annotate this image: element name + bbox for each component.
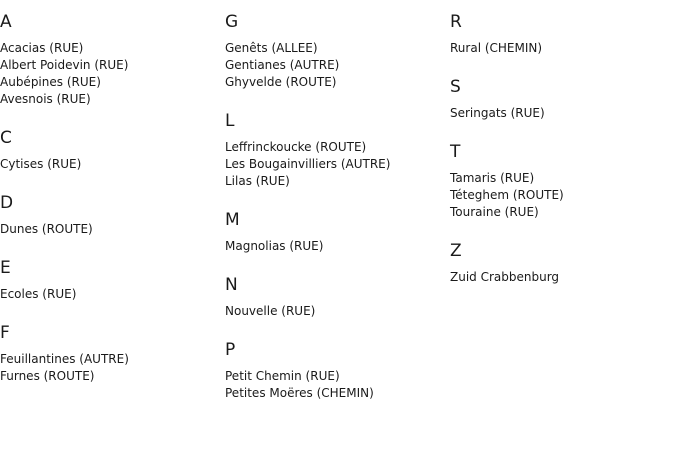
letter-heading: L [225, 111, 235, 131]
street-link[interactable]: Feuillantines (AUTRE) [0, 352, 129, 366]
street-link[interactable]: Les Bougainvilliers (AUTRE) [225, 157, 391, 171]
letter-heading: Z [450, 241, 462, 261]
street-link[interactable]: Lilas (RUE) [225, 174, 290, 188]
street-link[interactable]: Petit Chemin (RUE) [225, 369, 340, 383]
street-link[interactable]: Cytises (RUE) [0, 157, 82, 171]
letter-group-r [450, 12, 670, 57]
letter-heading: R [450, 12, 462, 32]
street-link[interactable]: Touraine (RUE) [450, 205, 539, 219]
letter-group-g [225, 12, 445, 91]
letter-heading: C [0, 128, 12, 148]
index-column-3 [450, 0, 670, 286]
letter-group-c [0, 128, 220, 173]
letter-heading: S [450, 77, 461, 97]
street-link[interactable]: Gentianes (AUTRE) [225, 58, 340, 72]
street-link[interactable]: Acacias (RUE) [0, 41, 84, 55]
letter-group-p [225, 340, 445, 402]
letter-group-s [450, 77, 670, 122]
street-link[interactable]: Petites Moëres (CHEMIN) [225, 386, 374, 400]
letter-group-t [450, 142, 670, 221]
street-link[interactable]: Dunes (ROUTE) [0, 222, 93, 236]
letter-group-l [225, 111, 445, 190]
street-link[interactable]: Furnes (ROUTE) [0, 369, 95, 383]
letter-heading: F [0, 323, 10, 343]
letter-group-m [225, 210, 445, 255]
street-link[interactable]: Ghyvelde (ROUTE) [225, 75, 337, 89]
street-link[interactable]: Avesnois (RUE) [0, 92, 91, 106]
street-link[interactable]: Ecoles (RUE) [0, 287, 77, 301]
letter-heading: E [0, 258, 11, 278]
street-link[interactable]: Zuid Crabbenburg [450, 270, 560, 284]
letter-group-e [0, 258, 220, 303]
street-link[interactable]: Rural (CHEMIN) [450, 41, 543, 55]
street-link[interactable]: Leffrinckoucke (ROUTE) [225, 140, 367, 154]
letter-group-f [0, 323, 220, 385]
letter-heading: N [225, 275, 238, 295]
street-link[interactable]: Genêts (ALLEE) [225, 41, 318, 55]
letter-heading: D [0, 193, 14, 213]
letter-group-a [0, 12, 220, 108]
street-link[interactable]: Albert Poidevin (RUE) [0, 58, 129, 72]
street-link[interactable]: Seringats (RUE) [450, 106, 545, 120]
letter-heading: G [225, 12, 239, 32]
street-link[interactable]: Aubépines (RUE) [0, 75, 101, 89]
letter-heading: P [225, 340, 236, 360]
index-column-2 [225, 0, 445, 402]
index-column-1 [0, 0, 220, 385]
street-link[interactable]: Téteghem (ROUTE) [450, 188, 564, 202]
letter-heading: A [0, 12, 12, 32]
letter-heading: T [450, 142, 461, 162]
street-link[interactable]: Magnolias (RUE) [225, 239, 324, 253]
letter-group-z [450, 241, 670, 286]
letter-group-n [225, 275, 445, 320]
street-link[interactable]: Tamaris (RUE) [450, 171, 535, 185]
letter-group-d [0, 193, 220, 238]
street-link[interactable]: Nouvelle (RUE) [225, 304, 316, 318]
letter-heading: M [225, 210, 240, 230]
